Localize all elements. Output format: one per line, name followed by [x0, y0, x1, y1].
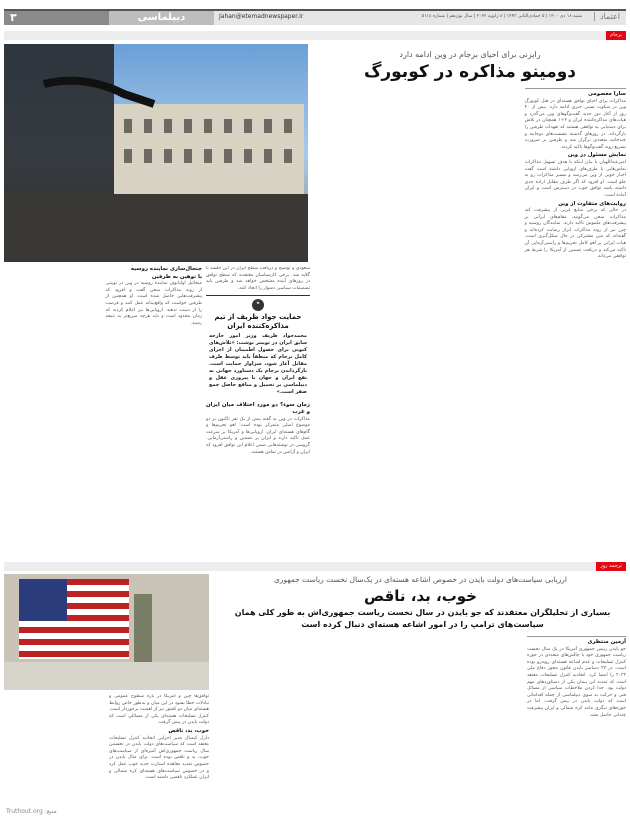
page-header [4, 9, 626, 25]
page-number: ۳ [4, 11, 109, 25]
paragraph: جو بایدن رییس جمهوری آمریکا در یک سال نخست ریاست جمهوری خود با چالش‌های متعددی در حوزه کنترل تسلیحات و عدم اشاعه هسته‌ای روبه‌رو بوده است. در ۲۷ دسامبر بایدن قانون مجوز دفاع ملی ۲۰۲۲ را امضا کرد. اتحادیه کنترل تسلیحات معتقد است که تمدید این پیمان یکی از دستاوردهای مهم دولت بود. جدا کردن ملاحظات سیاسی از مسائل فنی و حرکت به سوی دیپلماسی از جمله اقداماتی است که دولت بایدن در پیش گرفت. اما در حوزه‌های دیگری مانند کره شمالی و ایران پیشرفت چندانی حاصل نشد. [527, 646, 626, 718]
article1-body-right [312, 88, 626, 560]
vienna-hotel-photo [4, 44, 308, 262]
paragraph: امیرعبداللهیان با بیان اینکه با هدف تسهیل مذاکرات تماس‌هایی با طرف‌های اروپایی داشته است گفت اخبار خوبی از وین می‌رسد و مسیر مذاکرات رو به جلو است. او افزود که اگر طرف مقابل اراده جدی داشته باشد توافق خوب در دسترس است و ایران آماده است. [524, 159, 626, 198]
date-line: شنبه ۱۸ دی ۱۴۰۰ | ۵ جمادی‌الثانی ۱۴۴۳ | ۸ ژانویه ۲۰۲۲ | سال نوزدهم | شماره ۵۱۱۸ [421, 14, 582, 19]
subheading: خوب، بد، ناقص [168, 727, 209, 734]
zarif-sidebar [206, 295, 310, 398]
subheading: با توهین به طرفین [151, 273, 202, 280]
newspaper-logo: اعتماد [594, 12, 620, 21]
article1-body-left [4, 266, 202, 560]
sidebar-body: محمدجواد ظریف وزیر امور خارجه سابق ایران در توییتر نوشت: «تلاش‌های کنونی برای حصول اطمینان از اجرای کامل برجام که منطقاً باید توسط طرف مقابل آغاز شود، سزاوار حمایت است. بازگرداندن برجام یک دستاورد جهانی به نفع ایران و جهان با پیروزی عقل و دیپلماسی بر تحمیل و منافع حاصل جمع صفر است.» [209, 333, 307, 396]
section-title: دیپلماسی [109, 11, 214, 25]
subheading: جنجال‌سازی نماینده روسیه [130, 266, 202, 272]
sidebar-title: حمایت جواد ظریف از تیم مذاکره‌کننده ایران [214, 313, 302, 331]
article2-kicker: ارزیابی سیاست‌های دولت بایدن در خصوص اشاعه هسته‌ای در یک‌سال نخست ریاست جمهوری [273, 575, 568, 584]
author-name: آرمین منتظری [527, 636, 626, 646]
article1-kicker: رایزنی برای احیای برجام در وین ادامه دارد [399, 50, 541, 59]
subheading: زمان سوء؟ دو مورد اختلاف میان ایران و غرب [206, 402, 310, 415]
tag-barjam: برجام [606, 31, 626, 40]
article2-body-left [4, 694, 209, 804]
section-bar [4, 31, 626, 40]
article1-headline: دومینو مذاکره در کوبورگ [363, 62, 577, 82]
section-bar-2 [4, 562, 626, 571]
tag-translation: ترجمه روز [596, 562, 626, 571]
us-flag-photo [4, 574, 209, 690]
paragraph: توافق‌ها چین و آمریکا در باره سطوح عمومی و تبادلات خطا بشود در این میان و به‌طور خاص روابط هسته‌ای میان دو کشور نیز از اهمیت برخوردار است. کنترل تسلیحات هسته‌ای یکی از مسائلی است که دولت بایدن در پیش گرفت. [109, 694, 209, 726]
section-email: Jahan@etemadnewspaper.ir [219, 13, 304, 20]
paragraph: مذاکرات برای احیای توافق هسته‌ای در هتل کوبورگ وین در سکوت نسبی خبری ادامه دارد. بیش از ۴۰ روز از آغاز دور جدید گفت‌وگوهای وین می‌گذرد و هیات‌های مذاکره‌کننده ایران و ۴+۱ همچنان در تلاش برای دستیابی به توافقی هستند که تعهدات طرفین را بازگرداند. در روزهای گذشته نشست‌های دوجانبه و چندجانبه متعددی برگزار شد و طرفین بر ضرورت تسریع روند گفت‌وگوها تاکید کردند. [524, 98, 626, 150]
paragraph: در حالی که برخی منابع غربی از پیشرفت کند مذاکرات سخن می‌گویند، مقام‌های ایرانی بر پیشرفت‌های ملموس تاکید دارند. نمایندگان روسیه و چین نیز از روند مذاکرات ابراز رضایت کرده‌اند و گفته‌اند که متن مشترکی در حال شکل‌گیری است. هیات ایرانی بر لغو کامل تحریم‌ها و راستی‌آزمایی آن تاکید می‌کند و دریافت تضمین از آمریکا را شرط هر توافقی می‌داند. [524, 208, 626, 260]
article2-headline: خوب، بد، ناقص [364, 587, 477, 605]
article1-body-sidebar-column [206, 266, 310, 560]
article2-deck: بسیاری از تحلیلگران معتقدند که جو بایدن در سال نخست ریاست جمهوری‌اش به طور کلی همان سیاست‌های ترامپ را در امور اشاعه هسته‌ای دنبال کرده است [234, 608, 611, 629]
paragraph: مذاکرات در وین به گفته بیش از یک نفر تاکنون بر دو موضوع اصلی متمرکز بوده است: لغو تحریم‌ها و گام‌های هسته‌ای ایران. اروپایی‌ها و آمریکا بر سرعت عمل تاکید دارند و ایران بر تضمین و راستی‌آزمایی. گروسی در نوشته‌هایی ضمن اعلام این توافق افزود که ایران و آژانس در تماس هستند. [206, 416, 310, 455]
quote-icon: ❝ [252, 299, 264, 311]
article2-body-right [215, 636, 626, 816]
subheading: نمایش مسئول در وین [567, 152, 626, 159]
article2-source: منبع: Truthout.org [6, 808, 57, 815]
subheading: روایت‌های متفاوت از وین [558, 200, 626, 207]
author-name: سارا معصومی [525, 88, 626, 98]
paragraph: سعودی و توضیح و دریافت سطح ایران در این جلسه با گلایه شد. برخی کارشناسان معتقدند که سطح توافق در روزهای آینده مشخص خواهد شد و طرفین باید تصمیمات سیاسی دشوار را اتخاذ کنند. [206, 266, 310, 291]
paragraph: میخائیل اولیانوف نماینده روسیه در وین در توییتی از روند مذاکرات سخن گفت و افزود که پیشرفت‌هایی حاصل شده است. او همچنین از طرفین خواست که واقع‌بینانه عمل کنند و فرصت را از دست ندهند. اروپایی‌ها نیز اعلام کردند که زمان محدود است و باید هرچه سریع‌تر به نتیجه رسید. [105, 281, 202, 326]
paragraph: دارل کیمبال مدیر اجرایی اتحادیه کنترل تسلیحات معتقد است که سیاست‌های دولت بایدن در نخستین سال ریاست جمهوری‌اش آمیزه‌ای از سیاست‌های خوب، بد و ناقص بوده است. برای مثال بایدن در خصوص تمدید معاهده استارت جدید خوب عمل کرد و در خصوص سیاست‌های هسته‌ای کره شمالی و ایران عملکرد ناقصی داشته است. [109, 735, 209, 781]
